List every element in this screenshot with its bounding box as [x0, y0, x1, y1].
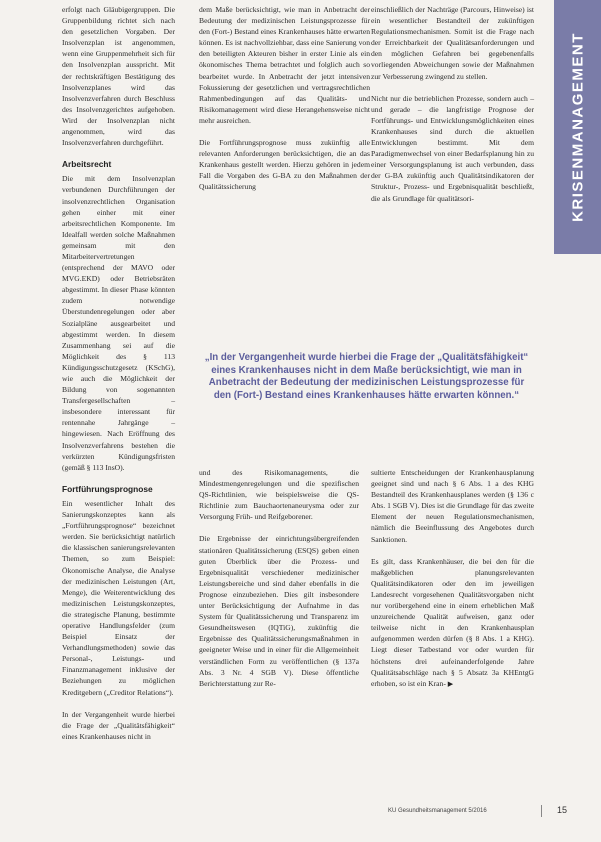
paragraph: dem Maße berücksichtigt, wie man in Anbetracht der Bedeutung der medizinischen Leistungsprozesse für den (Fort-) Bestand eines Krankenhauses hätte erwarten können. Es ist nachvollziehbar, dass eine Sanierung von den beteiligten Akteuren bisher in erster Linie als ein ökonomisches Thema betrachtet und folglich auch so bearbeitet wurde. In Anbetracht der jetzt intensiven Fokussierung der gesetzlichen und vertragsrechtlichen Rahmenbedingungen auf das Qualitäts- und Risikomanagement wird diese Herangehensweise nicht mehr ausreichen.: [199, 5, 370, 125]
paragraph: erfolgt nach Gläubigergruppen. Die Gruppenbildung richtet sich nach den gesetzlichen Vorgaben. Der Insolvenzplan ist angenommen, wenn eine Gruppenmehrheit sich für den Insolvenzplan ausspricht. Mit der rechtskräftigen Bestätigung des Insolvenzplanes wird das Insolvenzverfahren durch Beschluss des Insolvenzgerichtes aufgehoben. Wird der Insolvenzplan nicht angenommen, wird das Insolvenzverfahren durchgeführt.: [62, 5, 175, 148]
paragraph: In der Vergangenheit wurde hierbei die Frage der „Qualitätsfähigkeit“ eines Krankenhauses nicht in: [62, 709, 175, 741]
heading-arbeitsrecht: Arbeitsrecht: [62, 159, 112, 170]
paragraph: Die mit dem Insolvenzplan verbundenen Durchführungen der insolvenzrechtlichen Organisation gehen einher mit einer arbeitsrechtlichen Komponente. Im Idealfall werden solche Maßnahmen gemeinsam mit den Mitarbeitervertretungen (entsprechend der MAVO oder MVG.EKD) oder Betriebsräten abgestimmt. In dieser Phase könnten zudem notwendige Überstundenregelungen oder aber Sozialpläne ausgearbeitet und abgestimmt werden. In diesem Zusammenhang sei auf die Möglichkeit des § 113 Kündigungsschutzgesetz (KSchG), wie auch die Möglichkeit der Bildung von sogenannten Transfergesellschaften – insbesondere interessant für rentennahe Jahrgänge – hingewiesen. Nach Eröffnung des Insolvenzverfahrens bestehen die verkürzten Kündigungsfristen (gemäß § 113 InsO).: [62, 174, 175, 472]
pull-quote: „In der Vergangenheit wurde hierbei die Frage der „Qualitätsfähigkeit“ eines Krankenhauses nicht in dem Maße berücksichtigt, wie man in Anbetracht der Bedeutung der medizinischen Leistungsprozesse für den (Fort-) Bestand eines Krankenhauses hätte erwarten können.“: [204, 352, 529, 401]
paragraph: und des Risikomanagements, die Mindestmengenregelungen und die spezifischen QS-Richtlinien, wie beispielsweise die QS-Richtlinie zum Bauchaortenaneurysma oder zur Versorgung Früh- und Reifgeborener.: [199, 468, 359, 522]
column-middle-top: [199, 4, 370, 193]
paragraph: Die Ergebnisse der einrichtungsübergreifenden stationären Qualitätssicherung (ESQS) geben einen guten Überblick über die Prozess- und Ergebnisqualität verschiedener medizinischer Leistungsbereiche und sind daher ebenfalls in die Prognose einzubeziehen. Dies gilt insbesondere unter Berücksichtigung der Aufnahme in das System für Qualitätssicherung und Transparenz im Gesundheitswesen (IQTiG), zukünftig die Ergebnisse des Qualitätssicherungsmaßnahmen in geeigneter Weise und in einer für die Allgemeinheit verständlichen Form zu veröffentlichen (§ 137a Abs. 3 Nr. 4 SGB V). Diese öffentliche Berichterstattung zur Re-: [199, 534, 359, 688]
section-tab: [554, 0, 601, 254]
section-tab-label: KRISENMANAGEMENT: [569, 32, 586, 222]
heading-fortfuehrungsprognose: Fortführungsprognose: [62, 483, 153, 494]
column-left: [62, 4, 175, 742]
paragraph: sultierte Entscheidungen der Krankenhausplanung geeignet sind und nach § 6 Abs. 1 a des KHG Bestandteil des Krankenhausplanes werden (§ 136 c Abs. 1 SGB V). Dies ist die Grundlage für das zweite Element der neuen Regulationsmechanismen, nämlich die Beeinflussung des Angebotes durch Sanktionen.: [371, 468, 534, 544]
paragraph-text: Es gilt, dass Krankenhäuser, die bei den für die maßgeblichen planungsrelevanten Qualitätsindikatoren oder den im jeweiligen Landesrecht vorgesehenen Qualitätsvorgaben nicht nur vorübergehend eine in einem erheblichen Maß unzureichende Qualität aufweisen, ganz oder teilweise nicht in den Krankenhausplan aufgenommen werden dürfen (§ 8 Abs. 1 a KHG). Liegt dieser Tatbestand vor oder wurden für höchstens drei aufeinanderfolgende Jahre Qualitätsabschläge nach § 5 Absatz 3a KHEntgG erhoben, so ist ein Kran-: [371, 556, 534, 688]
column-right-top: [371, 4, 534, 204]
footer-divider: [541, 805, 542, 817]
paragraph: Nicht nur die betrieblichen Prozesse, sondern auch – und gerade – die langfristige Prognose der Fortführungs- und Entwicklungsmöglichkeiten eines Krankenhauses sind durch die aktuellen Entwicklungen bestimmt. Mit dem Paradigmenwechsel von einer Bedarfsplanung hin zu einer Versorgungsplanung ist auch verbunden, dass der G-BA zukünftig auch Qualitätsindikatoren der Struktur-, Prozess- und Ergebnisqualität beschließt, die als Grundlage für qualitätsori-: [371, 93, 534, 203]
column-right-bottom: [371, 467, 534, 690]
paragraph: Die Fortführungsprognose muss zukünftig alle relevanten Anforderungen berücksichtigen, die an das Krankenhaus gestellt werden. Hierzu gehören in jedem Fall die Vorgaben des G-BA zu den Maßnahmen der Qualitätssicherung: [199, 138, 370, 192]
paragraph: [371, 556, 534, 690]
column-middle-bottom: [199, 467, 359, 689]
page-number: 15: [557, 805, 568, 815]
footer-source: KU Gesundheitsmanagement 5/2016: [388, 808, 487, 814]
paragraph: Ein wesentlicher Inhalt des Sanierungskonzeptes kann als „Fortführungsprognose“ bezeichnet werden. Sie berücksichtigt natürlich die klassischen sanierungsrelevanten Themen, so zum Beispiel: Ökonomische Analyse, die Analyse der medizinischen Leistungen (Art, Menge), die Weiterentwicklung des medizinischen Leistungskonzeptes, die strategische Planung, bestimmte operative Handlungsfelder (zum Beispiel Einsatz der Verhandlungsmethoden) sowie das Personal-, Leistungs- und Finanzmanagement inklusive der Beziehungen zu möglichen Kreditgebern („Creditor Relations“).: [62, 498, 175, 697]
paragraph: einschließlich der Nachträge (Parcours, Hinweise) ist ein wesentlicher Bestandteil der zukünftigen Regulationsmechanismen. Somit ist die Frage nach der Erreichbarkeit der Qualitätsanforderungen und den möglichen Gefahren bei gegebenenfalls vorliegenden Abweichungen sowie der Maßnahmen zur Verbesserung zwingend zu stellen.: [371, 5, 534, 81]
continue-arrow-icon: ▶: [447, 679, 454, 688]
